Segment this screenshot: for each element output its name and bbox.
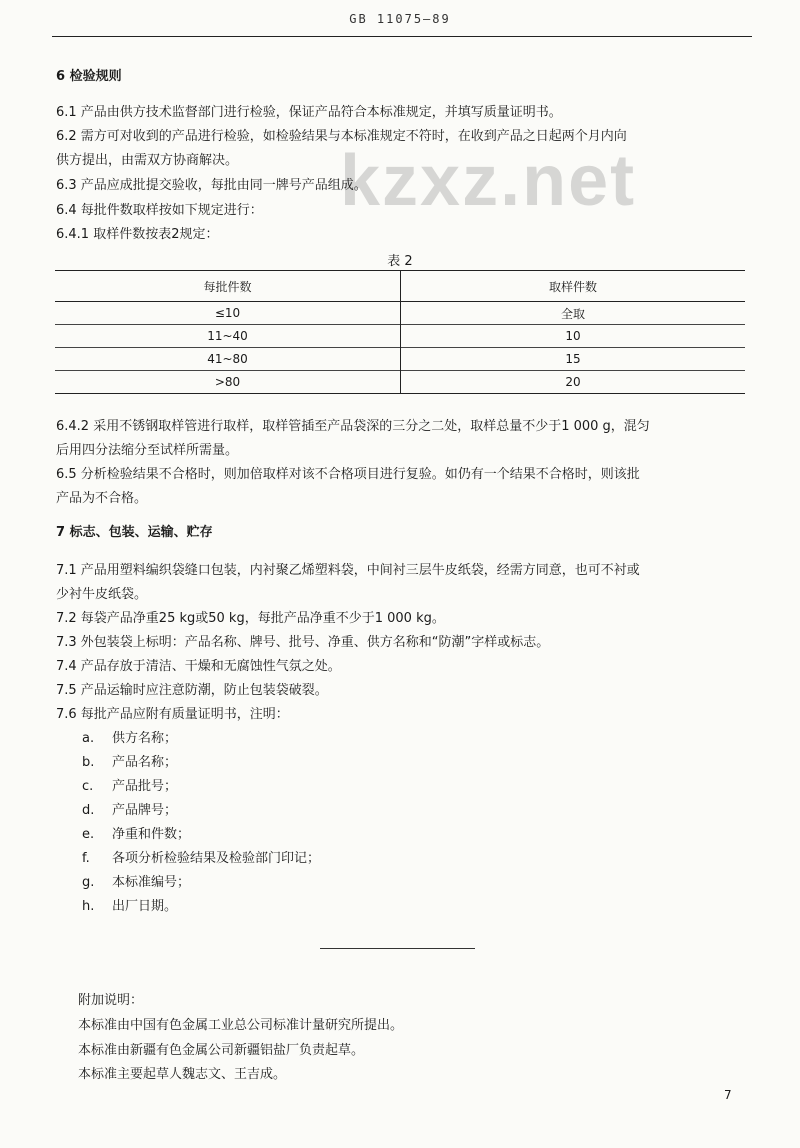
list-item-text: 出厂日期。: [112, 899, 178, 914]
list-item-text: 产品名称；: [112, 755, 178, 770]
batch-count-cell: 41~80: [55, 348, 401, 371]
table-row: [55, 371, 745, 394]
header-batch-count: 每批件数: [55, 271, 401, 302]
list-item-text: 产品牌号；: [112, 803, 178, 818]
batch-count-cell: >80: [55, 371, 401, 394]
clause-6-2-line1: 6.2 需方可对收到的产品进行检验，如检验结果与本标准规定不符时，在收到产品之日起两个月内向: [56, 129, 627, 144]
notes-line-1: 本标准由中国有色金属工业总公司标准计量研究所提出。: [78, 1018, 404, 1033]
list-item: [82, 778, 177, 796]
page-number: 7: [724, 1088, 732, 1102]
header-sample-count: 取样件数: [548, 279, 597, 294]
notes-line-3: 本标准主要起草人魏志文、王吉成。: [78, 1067, 287, 1082]
sample-count-cell: 全取: [560, 306, 585, 321]
list-item: [82, 850, 320, 868]
list-item: [82, 730, 177, 748]
standard-code-header: GB 11075—89: [349, 12, 451, 26]
clause-7-3: 7.3 外包装袋上标明：产品名称、牌号、批号、净重、供方名称和“防潮”字样或标志。: [56, 635, 550, 650]
clause-7-4: 7.4 产品存放于清洁、干燥和无腐蚀性气氛之处。: [56, 659, 341, 674]
list-item-letter: h.: [82, 899, 95, 914]
list-item-letter: f.: [82, 851, 90, 866]
section-6-heading: 6 检验规则: [56, 69, 122, 84]
clause-7-5: 7.5 产品运输时应注意防潮，防止包装袋破裂。: [56, 683, 328, 698]
clause-6-4-2-line1: 6.4.2 采用不锈钢取样管进行取样，取样管插至产品袋深的三分之二处，取样总量不少于1 000 g，混匀: [56, 419, 650, 434]
table-row: [55, 325, 745, 348]
batch-count-cell: ≤10: [55, 302, 401, 325]
clause-6-4: 6.4 每批件数取样按如下规定进行：: [56, 203, 263, 218]
clause-6-5-line2: 产品为不合格。: [56, 491, 148, 506]
list-item-text: 各项分析检验结果及检验部门印记；: [112, 851, 321, 866]
list-item: [82, 826, 190, 844]
list-item-letter: b.: [82, 755, 95, 770]
notes-title: 附加说明：: [78, 993, 144, 1008]
header-divider: [52, 36, 752, 37]
clause-7-6: 7.6 每批产品应附有质量证明书，注明：: [56, 707, 289, 722]
list-item: [82, 874, 190, 892]
batch-count-cell: 11~40: [55, 325, 401, 348]
clause-6-1: 6.1 产品由供方技术监督部门进行检验，保证产品符合本标准规定，并填写质量证明书。: [56, 105, 562, 120]
list-item-letter: a.: [82, 731, 95, 746]
clause-6-3: 6.3 产品应成批提交验收，每批由同一牌号产品组成。: [56, 178, 367, 193]
list-item: [82, 754, 177, 772]
sampling-table: [55, 270, 745, 394]
list-item-text: 本标准编号；: [112, 875, 191, 890]
table-header-row: [55, 271, 745, 302]
watermark: kzxz.net: [340, 141, 637, 221]
list-item-text: 产品批号；: [112, 779, 178, 794]
list-item: [82, 802, 177, 820]
section-7-heading: 7 标志、包装、运输、贮存: [56, 525, 213, 540]
clause-7-2: 7.2 每袋产品净重25 kg或50 kg，每批产品净重不少于1 000 kg。: [56, 611, 445, 626]
clause-6-5-line1: 6.5 分析检验结果不合格时，则加倍取样对该不合格项目进行复验。如仍有一个结果不合格时，则该批: [56, 467, 640, 482]
end-separator: [320, 948, 475, 949]
list-item-letter: d.: [82, 803, 95, 818]
table-2-title: 表 2: [387, 254, 413, 269]
list-item-letter: e.: [82, 827, 95, 842]
list-item: [82, 898, 177, 916]
notes-line-2: 本标准由新疆有色金属公司新疆铝盐厂负责起草。: [78, 1043, 365, 1058]
list-item-letter: g.: [82, 875, 95, 890]
list-item-letter: c.: [82, 779, 94, 794]
clause-7-1-line2: 少衬牛皮纸袋。: [56, 587, 148, 602]
clause-7-1-line1: 7.1 产品用塑料编织袋缝口包装，内衬聚乙烯塑料袋，中间衬三层牛皮纸袋，经需方同意，也可不衬或: [56, 563, 640, 578]
sample-count-cell: 10: [565, 329, 581, 343]
table-row: [55, 348, 745, 371]
clause-6-4-1: 6.4.1 取样件数按表2规定：: [56, 227, 219, 242]
list-item-text: 供方名称；: [112, 731, 178, 746]
clause-6-2-line2: 供方提出，由需双方协商解决。: [56, 153, 239, 168]
sample-count-cell: 15: [565, 352, 581, 366]
clause-6-4-2-line2: 后用四分法缩分至试样所需量。: [56, 443, 239, 458]
list-item-text: 净重和件数；: [112, 827, 191, 842]
table-row: [55, 302, 745, 325]
sample-count-cell: 20: [565, 375, 581, 389]
